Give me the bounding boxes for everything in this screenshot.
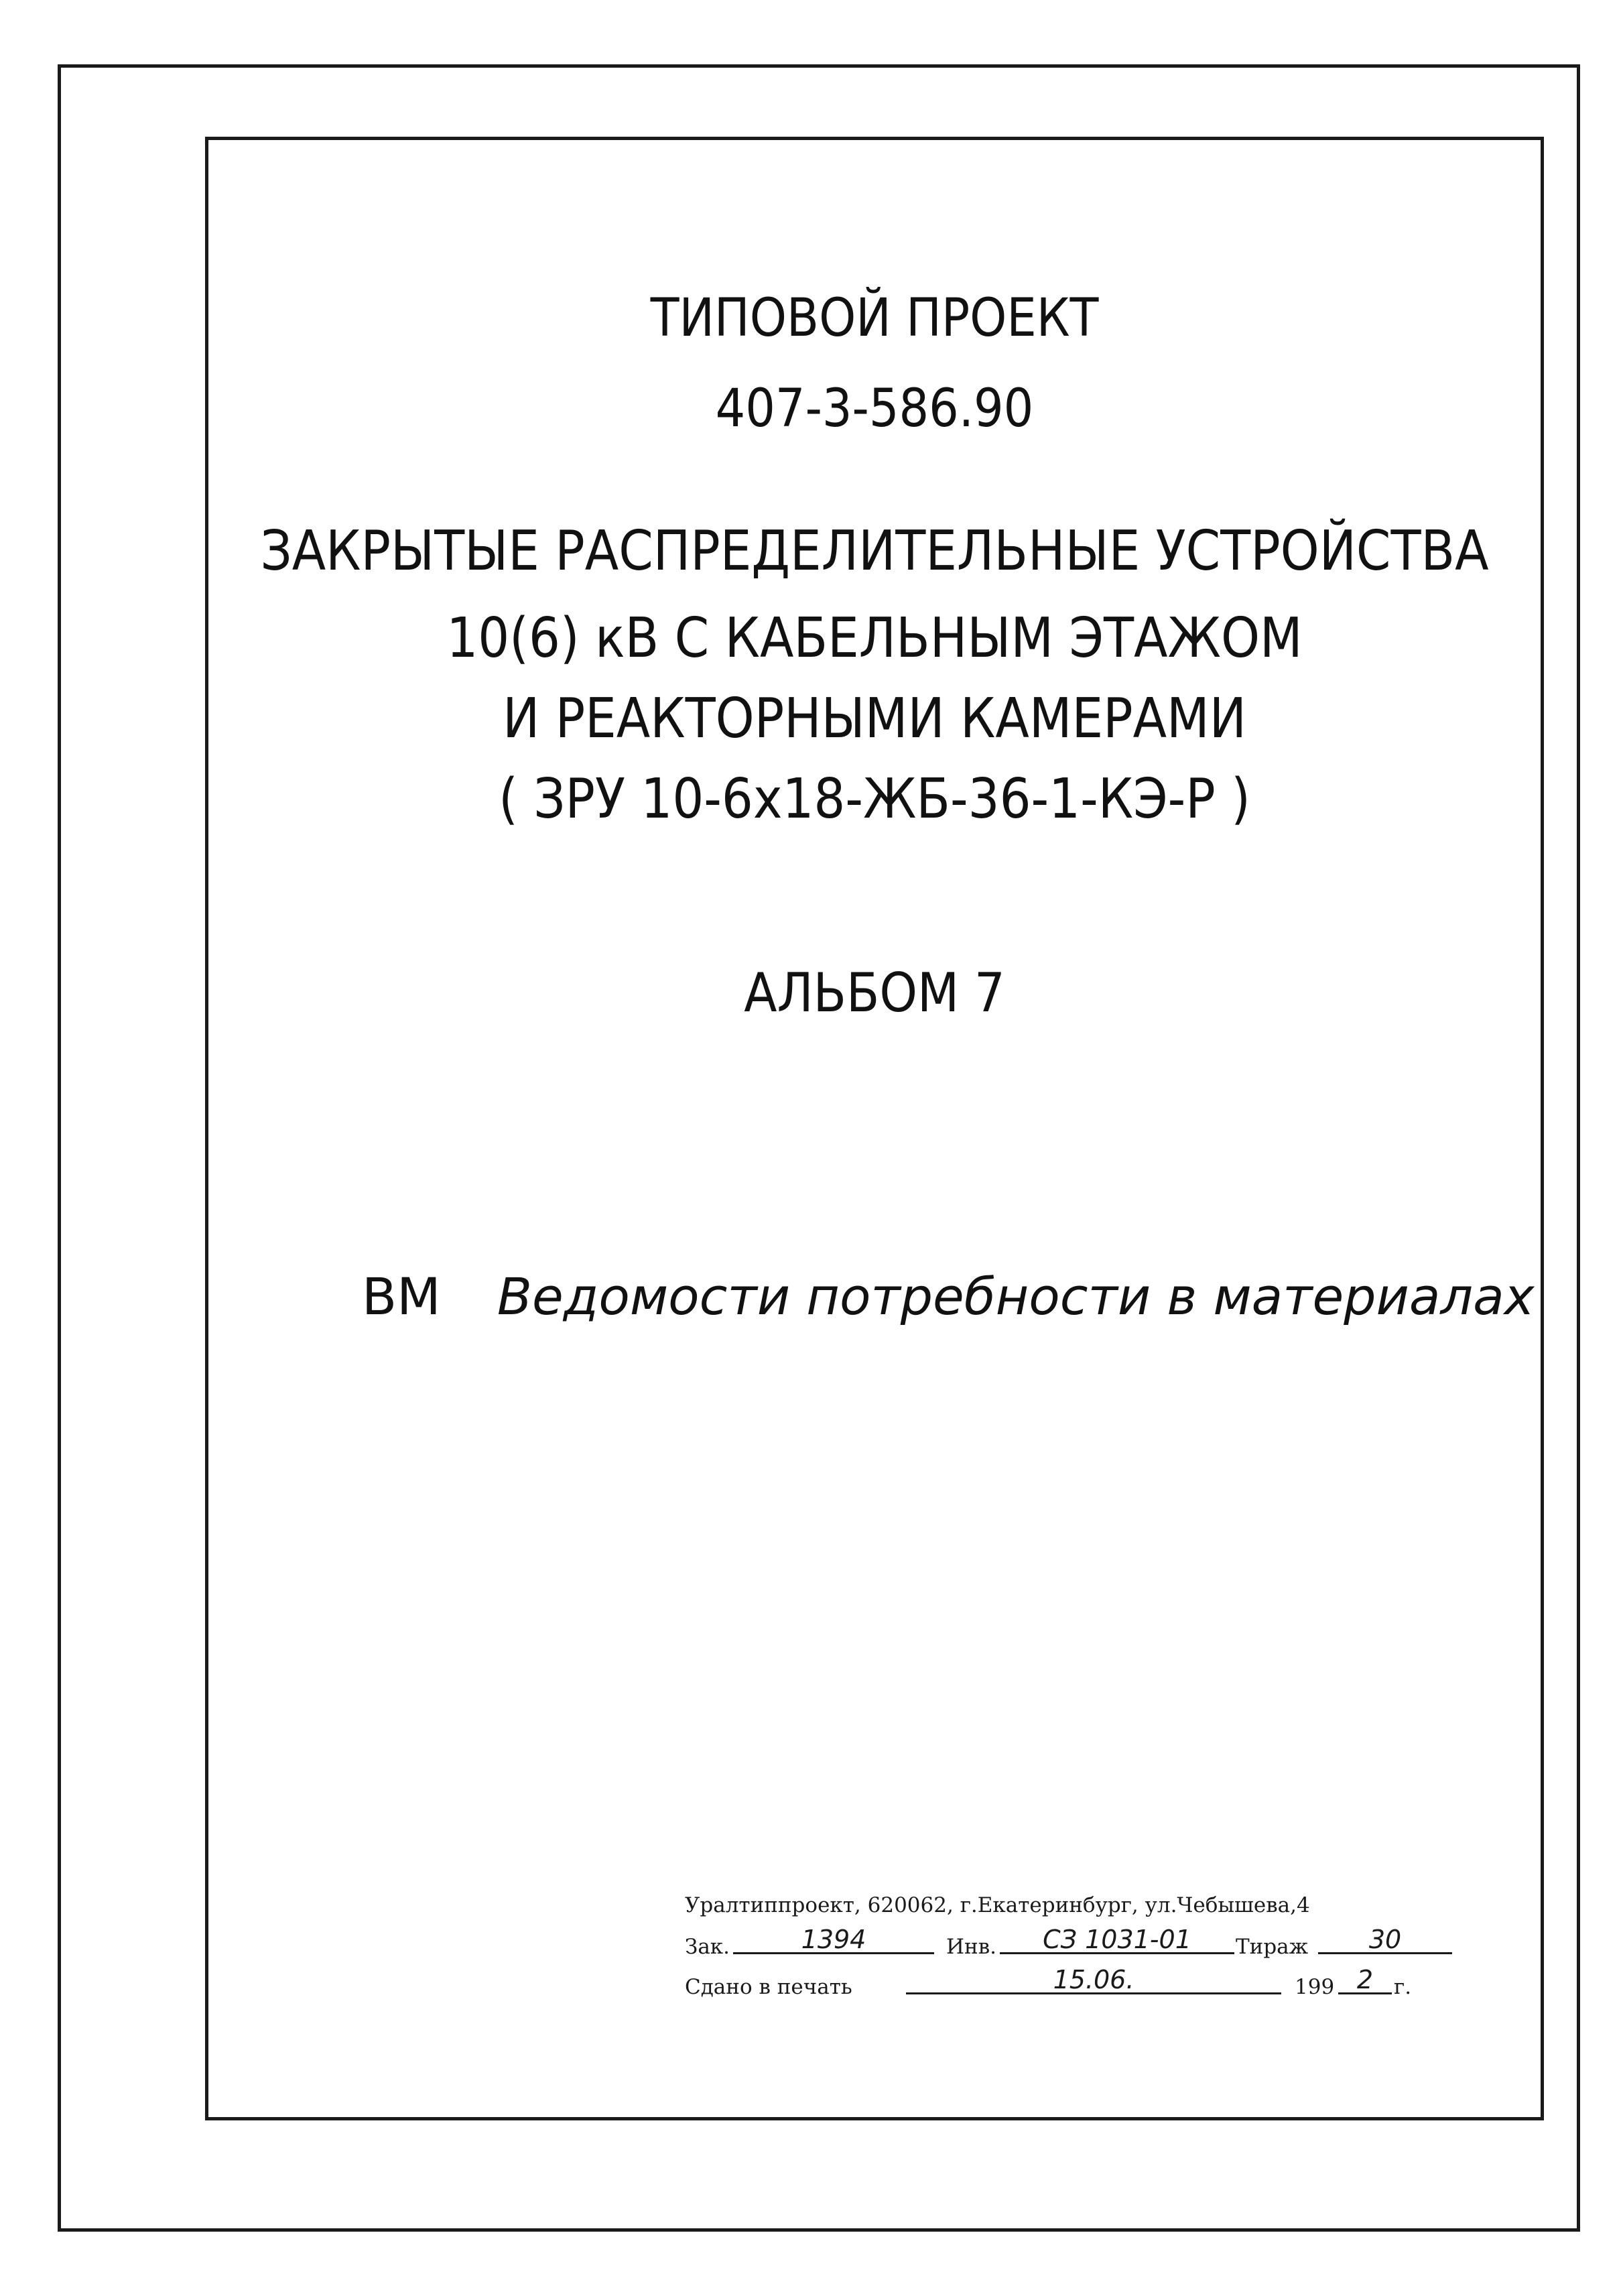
imprint-print-row <box>685 1965 1455 2006</box>
project-name-line-4: ( ЗРУ 10-6х18-ЖБ-36-1-КЭ-Р ) <box>499 767 1250 831</box>
year-suffix: г. <box>1394 1975 1412 1999</box>
section-name: Ведомости потребности в материалах <box>497 1267 1535 1326</box>
section-code: ВМ <box>362 1267 441 1326</box>
inventory-number: СЗ 1031-01 <box>1000 1925 1234 1954</box>
album-label: АЛЬБОМ 7 <box>744 962 1005 1024</box>
imprint-order-row <box>685 1925 1455 1968</box>
project-number: 407-3-586.90 <box>715 379 1034 439</box>
order-label: Зак. <box>685 1935 730 1959</box>
year-prefix: 199 <box>1295 1975 1335 1999</box>
print-date-value: 15.06. <box>906 1966 1281 1994</box>
document-type: ТИПОВОЙ ПРОЕКТ <box>650 288 1099 348</box>
publisher-address: Уралтиппроект, 620062, г.Екатеринбург, ул.Чебышева,4 <box>685 1893 1310 1917</box>
print-run-value: 30 <box>1318 1925 1452 1954</box>
imprint-block <box>685 1893 1455 2006</box>
project-name-line-1: ЗАКРЫТЫЕ РАСПРЕДЕЛИТЕЛЬНЫЕ УСТРОЙСТВА <box>260 519 1489 583</box>
project-name-line-2: 10(6) кВ С КАБЕЛЬНЫМ ЭТАЖОМ <box>446 607 1303 670</box>
inventory-label: Инв. <box>946 1935 997 1959</box>
print-run-label: Тираж <box>1236 1935 1309 1959</box>
section-heading <box>362 1267 1535 1326</box>
print-date-label: Сдано в печать <box>685 1975 852 1999</box>
project-name-line-3: И РЕАКТОРНЫМИ КАМЕРАМИ <box>503 687 1246 751</box>
order-number: 1394 <box>733 1925 934 1954</box>
year-value: 2 <box>1338 1966 1392 1994</box>
